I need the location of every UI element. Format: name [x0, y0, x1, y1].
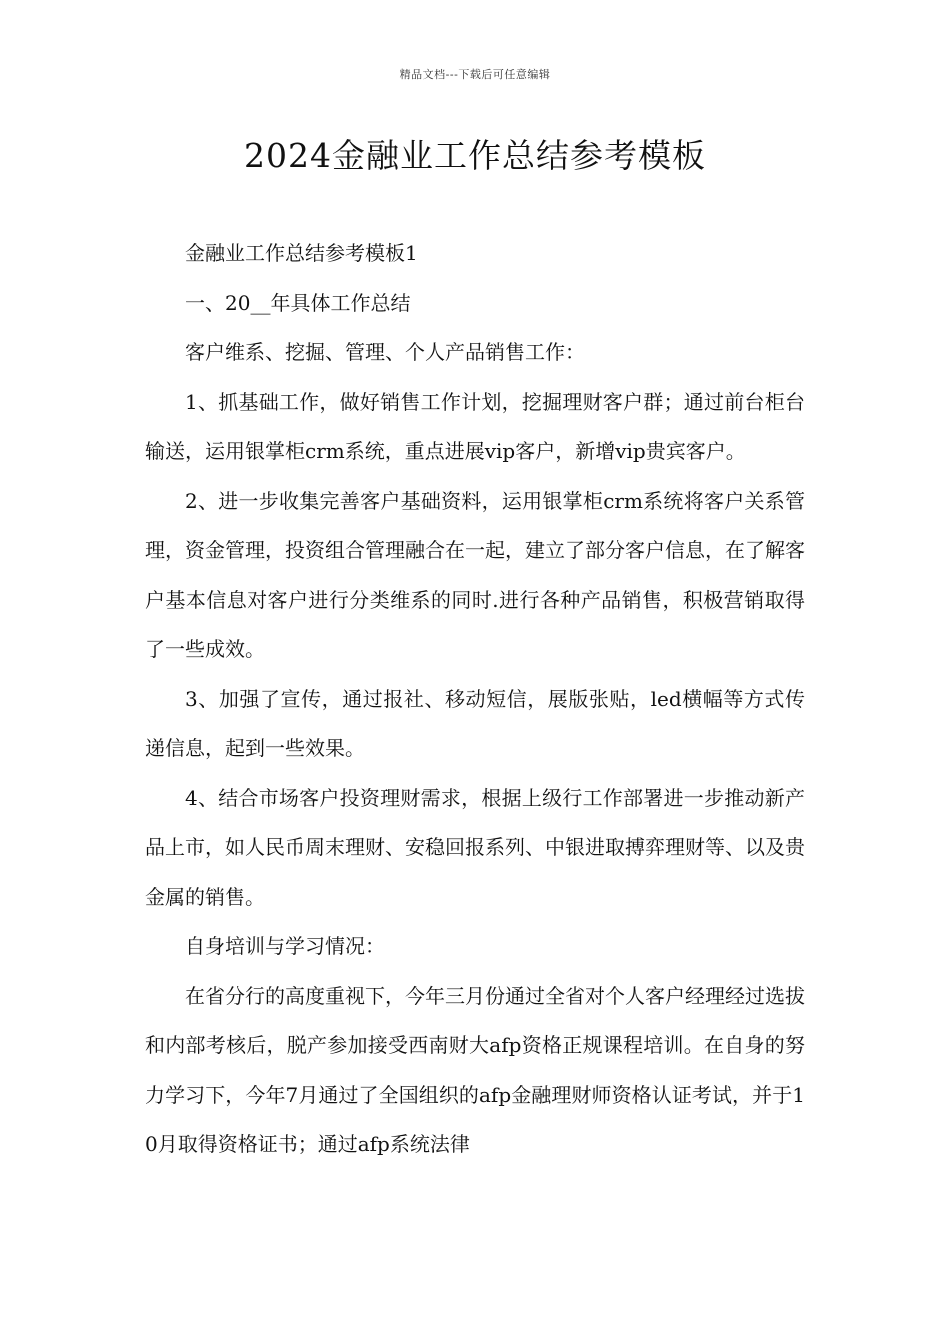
paragraph-item-3: 3、加强了宣传，通过报社、移动短信，展版张贴，led横幅等方式传递信息，起到一些效果。	[145, 686, 805, 760]
paragraph-item-1: 1、抓基础工作，做好销售工作计划，挖掘理财客户群；通过前台柜台输送，运用银掌柜crm系统，重点进展vip客户，新增vip贵宾客户。	[145, 389, 805, 463]
paragraph-item-4: 4、结合市场客户投资理财需求，根据上级行工作部署进一步推动新产品上市，如人民币周末理财、安稳回报系列、中银进取搏弈理财等、以及贵金属的销售。	[145, 785, 805, 909]
paragraph-subheading-customer: 客户维系、挖掘、管理、个人产品销售工作：	[185, 340, 585, 364]
document-title: 2024金融业工作总结参考模板	[244, 136, 706, 175]
paragraph-template-heading: 金融业工作总结参考模板1	[185, 241, 418, 265]
running-header: 精品文档---下载后可任意编辑	[399, 68, 551, 81]
paragraph-training-detail: 在省分行的高度重视下，今年三月份通过全省对个人客户经理经过选拔和内部考核后，脱产参加接受西南财大afp资格正规课程培训。在自身的努力学习下，今年7月通过了全国组织的afp金融理财师资格认证考试，并于10月取得资格证书；通过afp系统法律	[145, 983, 805, 1156]
paragraph-section-heading: 一、20__年具体工作总结	[185, 290, 411, 315]
paragraph-item-2: 2、进一步收集完善客户基础资料，运用银掌柜crm系统将客户关系管理，资金管理，投资组合管理融合在一起，建立了部分客户信息，在了解客户基本信息对客户进行分类维系的同时.进行各种产品销售，积极营销取得了一些成效。	[145, 488, 805, 661]
paragraph-subheading-training: 自身培训与学习情况：	[185, 934, 385, 958]
document-body	[145, 229, 805, 1170]
